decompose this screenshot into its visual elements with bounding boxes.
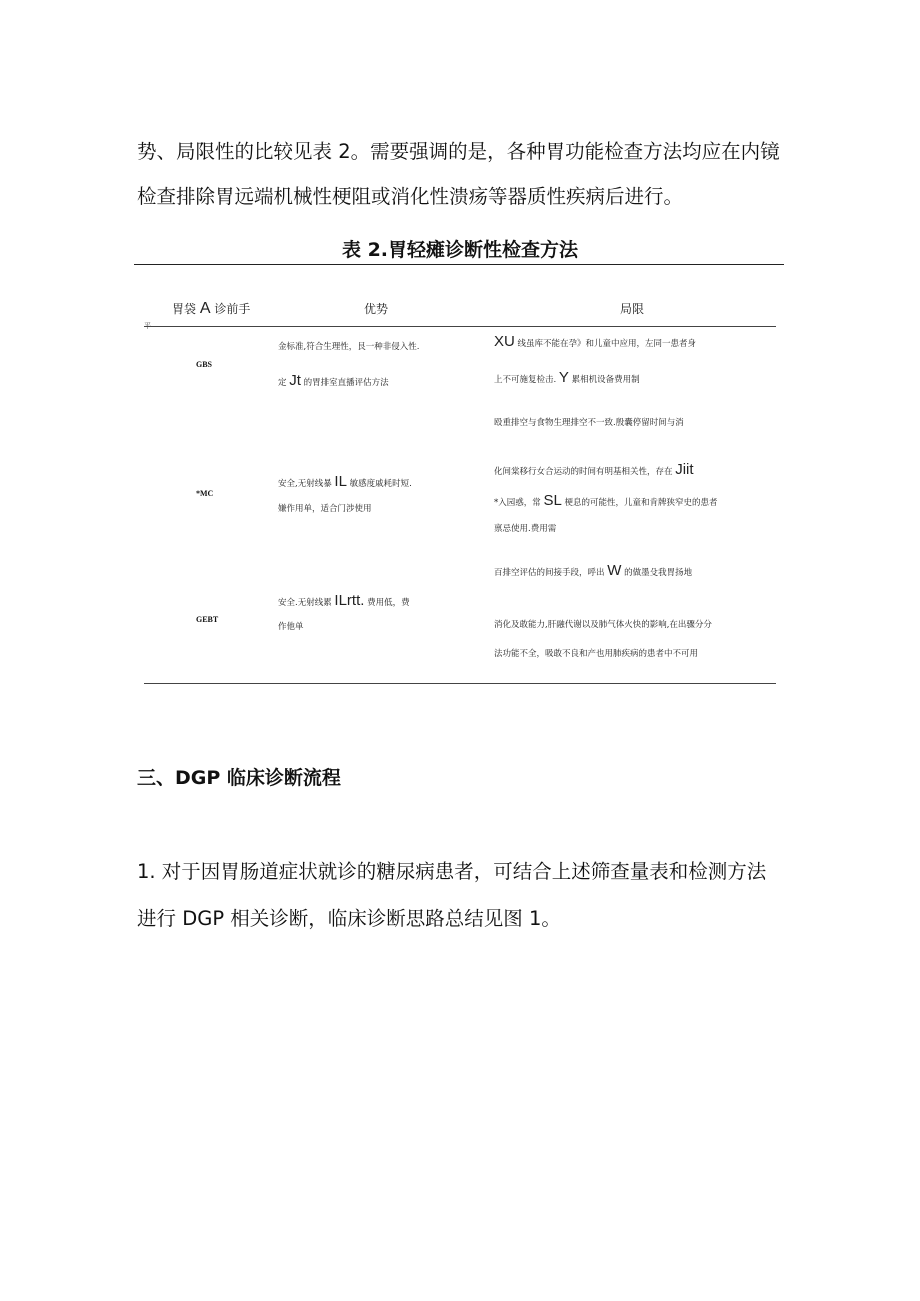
header-method-big: A bbox=[199, 300, 211, 317]
row-1-limitation-line-2 bbox=[494, 492, 718, 509]
row-1-limitation-line-1 bbox=[494, 461, 694, 478]
row-2-limitation-line-2-text-a: 法功能不全，吸敢不良和产也用肺疾病的患者中不可用 bbox=[494, 649, 699, 659]
header-method-part-a: 胃袋 bbox=[172, 302, 197, 316]
table-caption: 表 2.胃轻瘫诊断性检查方法 bbox=[341, 239, 579, 261]
row-1-limitation-line-0-text-a: 殴重排空与食物生理排空不一致.殷囊停留时间与消 bbox=[494, 418, 684, 428]
row-2-limitation-line-0-text-b: 的做墨殳我胃扬地 bbox=[624, 568, 693, 578]
row-2-limitation-line-0-text-a: 百排空评估的间接手段，呼出 bbox=[494, 568, 605, 578]
row-0-advantage-line-1-text-b: 的胃排室直播评估方法 bbox=[303, 378, 389, 388]
table-top-rule bbox=[134, 264, 784, 265]
table-header-rule bbox=[144, 326, 776, 327]
intro-line-2: 检查排除胃远端机械性梗阻或消化性溃疡等器质性疾病后进行。 bbox=[137, 185, 684, 208]
row-1-limitation-line-2-text-b: 梗息的可能性，儿童和肯牌狭窄史的患者 bbox=[564, 498, 718, 508]
row-1-advantage-line-0-text-b: 敏感度戚耗时短. bbox=[349, 479, 412, 489]
row-0-limitation-line-1-text-b: 累相机设备费用制 bbox=[571, 375, 640, 385]
section-heading: 三、DGP 临床诊断流程 bbox=[137, 767, 341, 789]
row-0-limitation-line-0-text-b: 线虽库不能在孕》和儿童中应用，左同一患者身 bbox=[517, 339, 697, 349]
table-bottom-rule bbox=[144, 683, 776, 684]
intro-line-1: 势、局限性的比较见表 2。需要强调的是，各种胃功能检查方法均应在内镜 bbox=[137, 140, 780, 163]
row-1-advantage-line-0-text-a: 安全,无射线暴 bbox=[278, 479, 332, 489]
header-limitation: 局限 bbox=[620, 302, 645, 316]
row-1-limitation-line-2-big: SL bbox=[543, 492, 562, 509]
row-2-advantage-line-1 bbox=[278, 620, 304, 632]
method-2: GEBT bbox=[196, 615, 219, 624]
row-0-limitation-line-1 bbox=[494, 369, 640, 386]
row-2-advantage-line-1-text-a: 作他单 bbox=[278, 622, 304, 632]
row-0-limitation-line-1-text-a: 上不可施复检击. bbox=[494, 375, 557, 385]
para2-line-1: 1. 对于因胃肠道症状就诊的糖尿病患者，可结合上述筛查量表和检测方法 bbox=[137, 860, 767, 883]
row-0-advantage-line-1-text-a: 定 bbox=[278, 378, 287, 388]
row-1-advantage-line-1-text-a: 嫌作用单，适合门涉使用 bbox=[278, 504, 372, 514]
row-2-advantage-line-0-text-b: 费用低，费 bbox=[367, 598, 410, 608]
row-2-limitation-line-2 bbox=[494, 647, 698, 659]
row-0-limitation-line-0 bbox=[494, 333, 696, 350]
method-1: *MC bbox=[196, 489, 214, 498]
row-0-advantage-line-1 bbox=[278, 372, 389, 389]
stray-mark: 平 bbox=[144, 322, 151, 330]
row-1-limitation-line-0 bbox=[494, 416, 684, 428]
para2-line-2: 进行 DGP 相关诊断，临床诊断思路总结见图 1。 bbox=[137, 907, 561, 930]
row-1-limitation-line-3-text-a: 禀忌使用.费用需 bbox=[494, 524, 557, 534]
row-1-advantage-line-0-big: IL bbox=[334, 473, 347, 490]
header-method-part-b: 诊前手 bbox=[214, 302, 251, 316]
row-2-limitation-line-1-text-a: 消化及敢能力,肝融代谢以及肺气体火快的影响,在出骤分分 bbox=[494, 620, 712, 630]
row-0-advantage-line-1-big: Jt bbox=[289, 372, 301, 389]
header-advantage: 优势 bbox=[364, 302, 389, 316]
row-2-limitation-line-0-big: W bbox=[607, 562, 622, 579]
row-1-advantage-line-1 bbox=[278, 502, 372, 514]
row-2-advantage-line-0 bbox=[278, 592, 410, 609]
row-2-limitation-line-0 bbox=[494, 562, 692, 579]
row-2-limitation-line-1 bbox=[494, 618, 712, 630]
method-0: GBS bbox=[196, 360, 213, 369]
row-1-limitation-line-1-text-a: 化间棠移行女合运动的时间有明基相关性，存在 bbox=[494, 467, 673, 477]
row-0-advantage-line-0 bbox=[278, 340, 419, 352]
row-1-limitation-line-1-big: Jiit bbox=[675, 461, 694, 478]
row-1-limitation-line-3 bbox=[494, 522, 556, 534]
row-0-limitation-line-1-big: Y bbox=[558, 369, 569, 386]
row-0-advantage-line-0-text-a: 金标准,符合生理性，艮一种非侵入性. bbox=[278, 342, 420, 352]
header-method bbox=[172, 300, 250, 318]
row-0-limitation-line-0-big: XU bbox=[494, 333, 515, 350]
row-2-advantage-line-0-big: ILrtt. bbox=[334, 592, 365, 609]
row-1-limitation-line-2-text-a: *入园惑，常 bbox=[494, 498, 541, 508]
row-2-advantage-line-0-text-a: 安全.无射线累 bbox=[278, 598, 332, 608]
row-1-advantage-line-0 bbox=[278, 473, 412, 490]
